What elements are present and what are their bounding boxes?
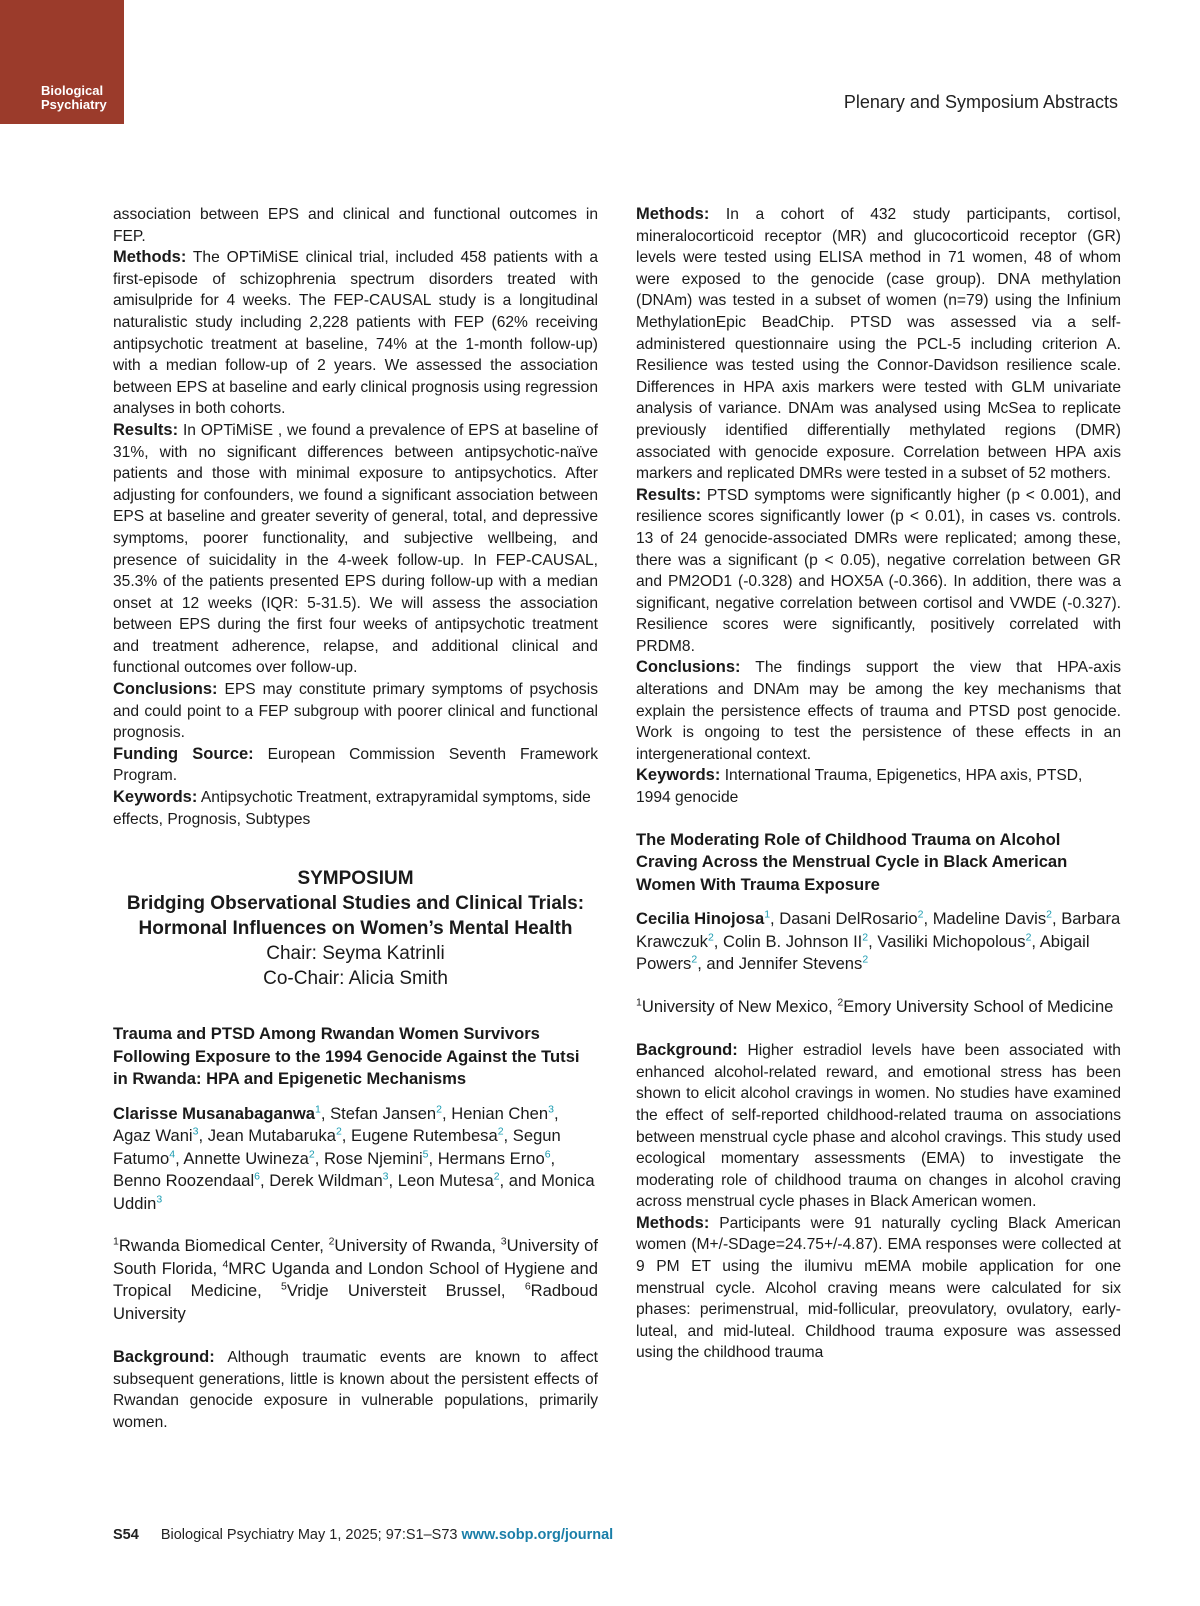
methods-paragraph-2: [636, 1213, 1121, 1364]
author-name: Leon Mutesa: [397, 1171, 494, 1191]
author-name: Eugene Rutembesa: [351, 1126, 498, 1146]
affiliation-marker: 3: [548, 1103, 554, 1116]
affiliations: [113, 1235, 598, 1325]
affiliation-marker: 2: [1025, 931, 1032, 944]
author-name: Stefan Jansen: [330, 1103, 437, 1123]
affiliation-marker: 6: [254, 1170, 261, 1183]
symposium-cochair: Co-Chair: Alicia Smith: [263, 968, 448, 990]
author-name: Derek Wildman: [269, 1171, 383, 1191]
keywords-paragraph: [636, 765, 1121, 808]
background-paragraph: [636, 1040, 1121, 1213]
affiliation-number: 3: [500, 1235, 507, 1248]
affiliation-number: 1: [113, 1235, 119, 1248]
journal-link[interactable]: www.sobp.org/journal: [461, 1527, 614, 1543]
methods-text: The OPTiMiSE clinical trial, included 458 patients with a first-episode of schizophrenia spectrum disorders treated with amisulpride for 4 weeks. The FEP-CAUSAL study is a longitudinal naturalistic study including 2,228 patients with FEP (62% receiving antipsychotic treatment at baseline, 74% at the 1-month follow-up) with a median follow-up of 2 years. We assessed the association between EPS at baseline and early clinical prognosis using regression analyses in both cohorts.: [113, 249, 598, 418]
author-name: Monica Uddin: [113, 1171, 595, 1213]
author-name: Agaz Wani: [113, 1126, 193, 1146]
funding-text: European Commission Seventh Framework Program.: [113, 745, 598, 785]
conclusions-label: Conclusions:: [113, 680, 218, 699]
background-paragraph: [113, 1347, 598, 1433]
keywords-text: International Trauma, Epigenetics, HPA axis, PTSD, 1994 genocide: [636, 767, 1083, 807]
author-name: Barbara Krawczuk: [636, 909, 1121, 951]
intro-text: association between EPS and clinical and functional outcomes in FEP.: [113, 206, 598, 245]
conclusions-text: EPS may constitute primary symptoms of psychosis and could point to a FEP subgroup with poorer clinical and functional prognosis.: [113, 681, 598, 742]
methods-text: In a cohort of 432 study participants, cortisol, mineralocorticoid receptor (MR) and glucocorticoid receptor (GR) levels were tested using ELISA method in 71 women, 48 of whom were exposed to the genocide (case group). DNA methylation (DNAm) was tested in a subset of women (n=79) using the Infinium MethylationEpic BeadChip. PTSD was assessed via a self-administered questionnaire using the PCL-5 including criterion A. Resilience was tested using the Connor-Davidson resilience scale. Differences in HPA axis markers were tested with GLM univariate analysis of variance. DNAm was analysed using McSea to replicate previously identified differentially methylated regions (DMR) associated with genocide exposure. Correlation between HPA axis markers and replicated DMRs were tested in a subset of 52 mothers.: [636, 206, 1121, 483]
affiliation-name: University of Rwanda,: [334, 1236, 501, 1256]
affiliation-marker: 2: [436, 1103, 442, 1116]
funding-paragraph: [113, 744, 598, 787]
affiliation-marker: 2: [1046, 908, 1052, 921]
conclusions-label: Conclusions:: [636, 658, 741, 677]
affiliation-number: 2: [837, 996, 844, 1009]
abstract-title: Trauma and PTSD Among Rwandan Women Survivors Following Exposure to the 1994 Genocide Against the Tutsi in Rwanda: HPA and Epigenetic Mechanisms: [113, 1024, 580, 1089]
affiliation-marker: 2: [308, 1148, 315, 1161]
affiliation-marker: 2: [917, 908, 924, 921]
affiliation-number: 1: [636, 996, 642, 1009]
methods-paragraph: [113, 247, 598, 420]
affiliation-name: Radboud University: [113, 1281, 599, 1323]
author-name: Madeline Davis: [932, 909, 1047, 929]
affiliation-number: 4: [222, 1258, 229, 1271]
affiliation-name: Vridje Universteit Brussel,: [286, 1281, 525, 1301]
page-number: S54: [113, 1527, 139, 1543]
affiliation-marker: 2: [497, 1125, 504, 1138]
affiliation-marker: 6: [544, 1148, 551, 1161]
journal-logo: [0, 0, 124, 124]
conclusions-paragraph: [636, 657, 1121, 765]
page-footer: [113, 1527, 613, 1543]
affiliation-number: 2: [328, 1235, 335, 1248]
author-name: Annette Uwineza: [183, 1148, 309, 1168]
citation: Biological Psychiatry May 1, 2025; 97:S1–S73: [160, 1527, 458, 1543]
affiliation-marker: 2: [493, 1170, 500, 1183]
affiliation-name: University of New Mexico,: [641, 996, 838, 1016]
author-name: Colin B. Johnson II: [723, 931, 863, 951]
author-name: Benno Roozendaal: [113, 1171, 255, 1191]
affiliation-marker: 3: [192, 1125, 199, 1138]
methods-paragraph: [636, 204, 1121, 485]
affiliation-name: MRC Uganda and London School of Hygiene and Tropical Medicine,: [113, 1258, 598, 1301]
background-text: Higher estradiol levels have been associated with enhanced alcohol-related reward, and emotional stress has been shown to elicit alcohol cravings in women. No studies have examined the effect of self-reported childhood-related trauma on associations between menstrual cycle phase and alcohol cravings. This study used ecological momentary assessments (EMA) to investigate the moderating role of childhood trauma on changes in alcohol craving across menstrual cycle phases in Black American women.: [636, 1042, 1121, 1211]
keywords-label: Keywords:: [636, 766, 721, 785]
affiliation-marker: 2: [707, 931, 714, 944]
symposium-heading: SYMPOSIUM: [297, 868, 414, 890]
keywords-text: Antipsychotic Treatment, extrapyramidal symptoms, side effects, Prognosis, Subtypes: [113, 789, 591, 828]
results-paragraph: [636, 485, 1121, 658]
background-text: Although traumatic events are known to affect subsequent generations, little is known about the persistent effects of Rwandan genocide exposure in vulnerable populations, primarily women.: [113, 1349, 598, 1431]
affiliation-marker: 3: [156, 1193, 163, 1206]
results-label: Results:: [636, 485, 702, 504]
affiliation-marker: 2: [862, 953, 869, 966]
affiliation-marker: 2: [862, 931, 869, 944]
keywords-label: Keywords:: [113, 788, 198, 807]
affiliation-name: Rwanda Biomedical Center,: [118, 1236, 329, 1256]
author-name: Henian Chen: [451, 1103, 549, 1123]
conclusions-text: The findings support the view that HPA-axis alterations and DNAm may be among the key mechanisms that explain the persistence effects of trauma and PTSD post genocide. Work is ongoing to test the persistence of these effects in an intergenerational context.: [636, 659, 1121, 763]
methods-label: Methods:: [636, 205, 710, 223]
author-name: Dasani DelRosario: [779, 909, 918, 929]
results-text: In OPTiMiSE , we found a prevalence of EPS at baseline of 31%, with no significant differences between antipsychotic-naïve patients and those with minimal exposure to antipsychotics. After adjusting for confounders, we found a significant association between EPS at baseline and greater severity of general, total, and depressive symptoms, poorer functionality, and subjective wellbeing, and presence of suicidality in the 4-week follow-up. In FEP-CAUSAL, 35.3% of the patients presented EPS during follow-up with a median onset at 12 weeks (IQR: 5-31.5). We will assess the association between EPS during the first four weeks of antipsychotic treatment and treatment adherence, relapse, and additional clinical and functional outcomes over follow-up.: [113, 421, 598, 677]
methods-text-2: Participants were 91 naturally cycling Black American women (M+/-SDage=24.75+/-4.87). EMA responses were collected at 9 PM ET using the ilumivu mEMA mobile application for one menstrual cycle. Alcohol craving means were calculated for six phases: perimenstrual, mid-follicular, preovulatory, ovulatory, early-luteal, and mid-luteal. Childhood trauma exposure was assessed using the childhood trauma: [636, 1214, 1121, 1362]
author-list: Clarisse Musanabaganwa$^1$, Stefan Jansen$^2$, Henian Chen$^3$, Agaz Wani$^3$, Jean Mutabaruka$^2$, Eugene Rutembesa$^2$, Segun Fatumo$^4$, Annette Uwineza$^2$, Rose Njemini$^5$, Hermans Erno$^6$, Benno Roozendaal$^6$, Derek Wildman$^3$, Leon Mutesa$^2$, and Monica Uddin$^3$: [113, 1103, 595, 1213]
author-name: Hermans Erno: [437, 1148, 545, 1168]
author-name: Clarisse Musanabaganwa: [113, 1103, 315, 1123]
conclusions-paragraph: [113, 679, 598, 744]
author-name: Segun Fatumo: [113, 1126, 561, 1168]
funding-label: Funding Source:: [113, 744, 254, 763]
right-column: [636, 204, 1121, 1364]
left-column: [113, 204, 598, 1434]
methods-label-2: Methods:: [636, 1213, 710, 1232]
results-label: Results:: [113, 420, 179, 439]
affiliation-marker: 2: [335, 1125, 342, 1138]
author-list: Cecilia Hinojosa$^1$, Dasani DelRosario$^2$, Madeline Davis$^2$, Barbara Krawczuk$^2$, Colin B. Johnson $II^2$, Vasiliki Michopolous$^2$, Abigail Powers$^2$, and Jennifer Stevens$^2$: [636, 908, 1121, 974]
affiliation-number: 6: [524, 1280, 531, 1293]
author-name: Jean Mutabaruka: [207, 1126, 336, 1146]
affiliation-marker: 1: [764, 908, 771, 921]
brand-line-2: Psychiatry: [41, 97, 107, 112]
affiliation-marker: 1: [314, 1103, 321, 1116]
affiliation-number: 5: [280, 1280, 287, 1293]
author-name: Jennifer Stevens: [738, 954, 863, 974]
symposium-block: [113, 866, 598, 991]
background-label: Background:: [636, 1041, 738, 1060]
running-head: Plenary and Symposium Abstracts: [843, 92, 1118, 112]
affiliation-marker: 3: [382, 1170, 389, 1183]
methods-label: Methods:: [113, 248, 187, 267]
background-label: Background:: [113, 1348, 215, 1367]
author-name: Rose Njemini: [323, 1148, 423, 1168]
results-paragraph: [113, 420, 598, 679]
affiliation-name: Emory University School of Medicine: [843, 996, 1114, 1016]
author-name: Vasiliki Michopolous: [877, 931, 1026, 951]
affiliation-name: University of South Florida,: [113, 1236, 598, 1278]
affiliation-marker: 4: [169, 1148, 176, 1161]
affiliation-marker: 2: [691, 953, 698, 966]
symposium-title: Bridging Observational Studies and Clinical Trials: Hormonal Influences on Women’s Mental Health: [126, 893, 585, 940]
results-text: PTSD symptoms were significantly higher (p < 0.001), and resilience scores significantly lower (p < 0.01), in cases vs. controls. 13 of 24 genocide-associated DMRs were replicated; among these, there was a significant (p < 0.05), negative correlation between GR and PM2OD1 (-0.328) and HOX5A (-0.366). In addition, there was a significant, negative correlation between cortisol and VWDE (-0.327). Resilience scores were significantly, positively correlated with PRDM8.: [636, 486, 1121, 655]
keywords-paragraph: [113, 787, 598, 830]
affiliations: [636, 996, 1121, 1019]
affiliation-marker: 5: [422, 1148, 429, 1161]
abstract-title: The Moderating Role of Childhood Trauma on Alcohol Craving Across the Menstrual Cycle in Black American Women With Trauma Exposure: [636, 829, 1068, 894]
author-name: Cecilia Hinojosa: [636, 909, 765, 929]
author-name: Abigail Powers: [636, 931, 1090, 974]
symposium-chair: Chair: Seyma Katrinli: [266, 943, 445, 965]
brand-line-1: Biological: [41, 83, 104, 98]
